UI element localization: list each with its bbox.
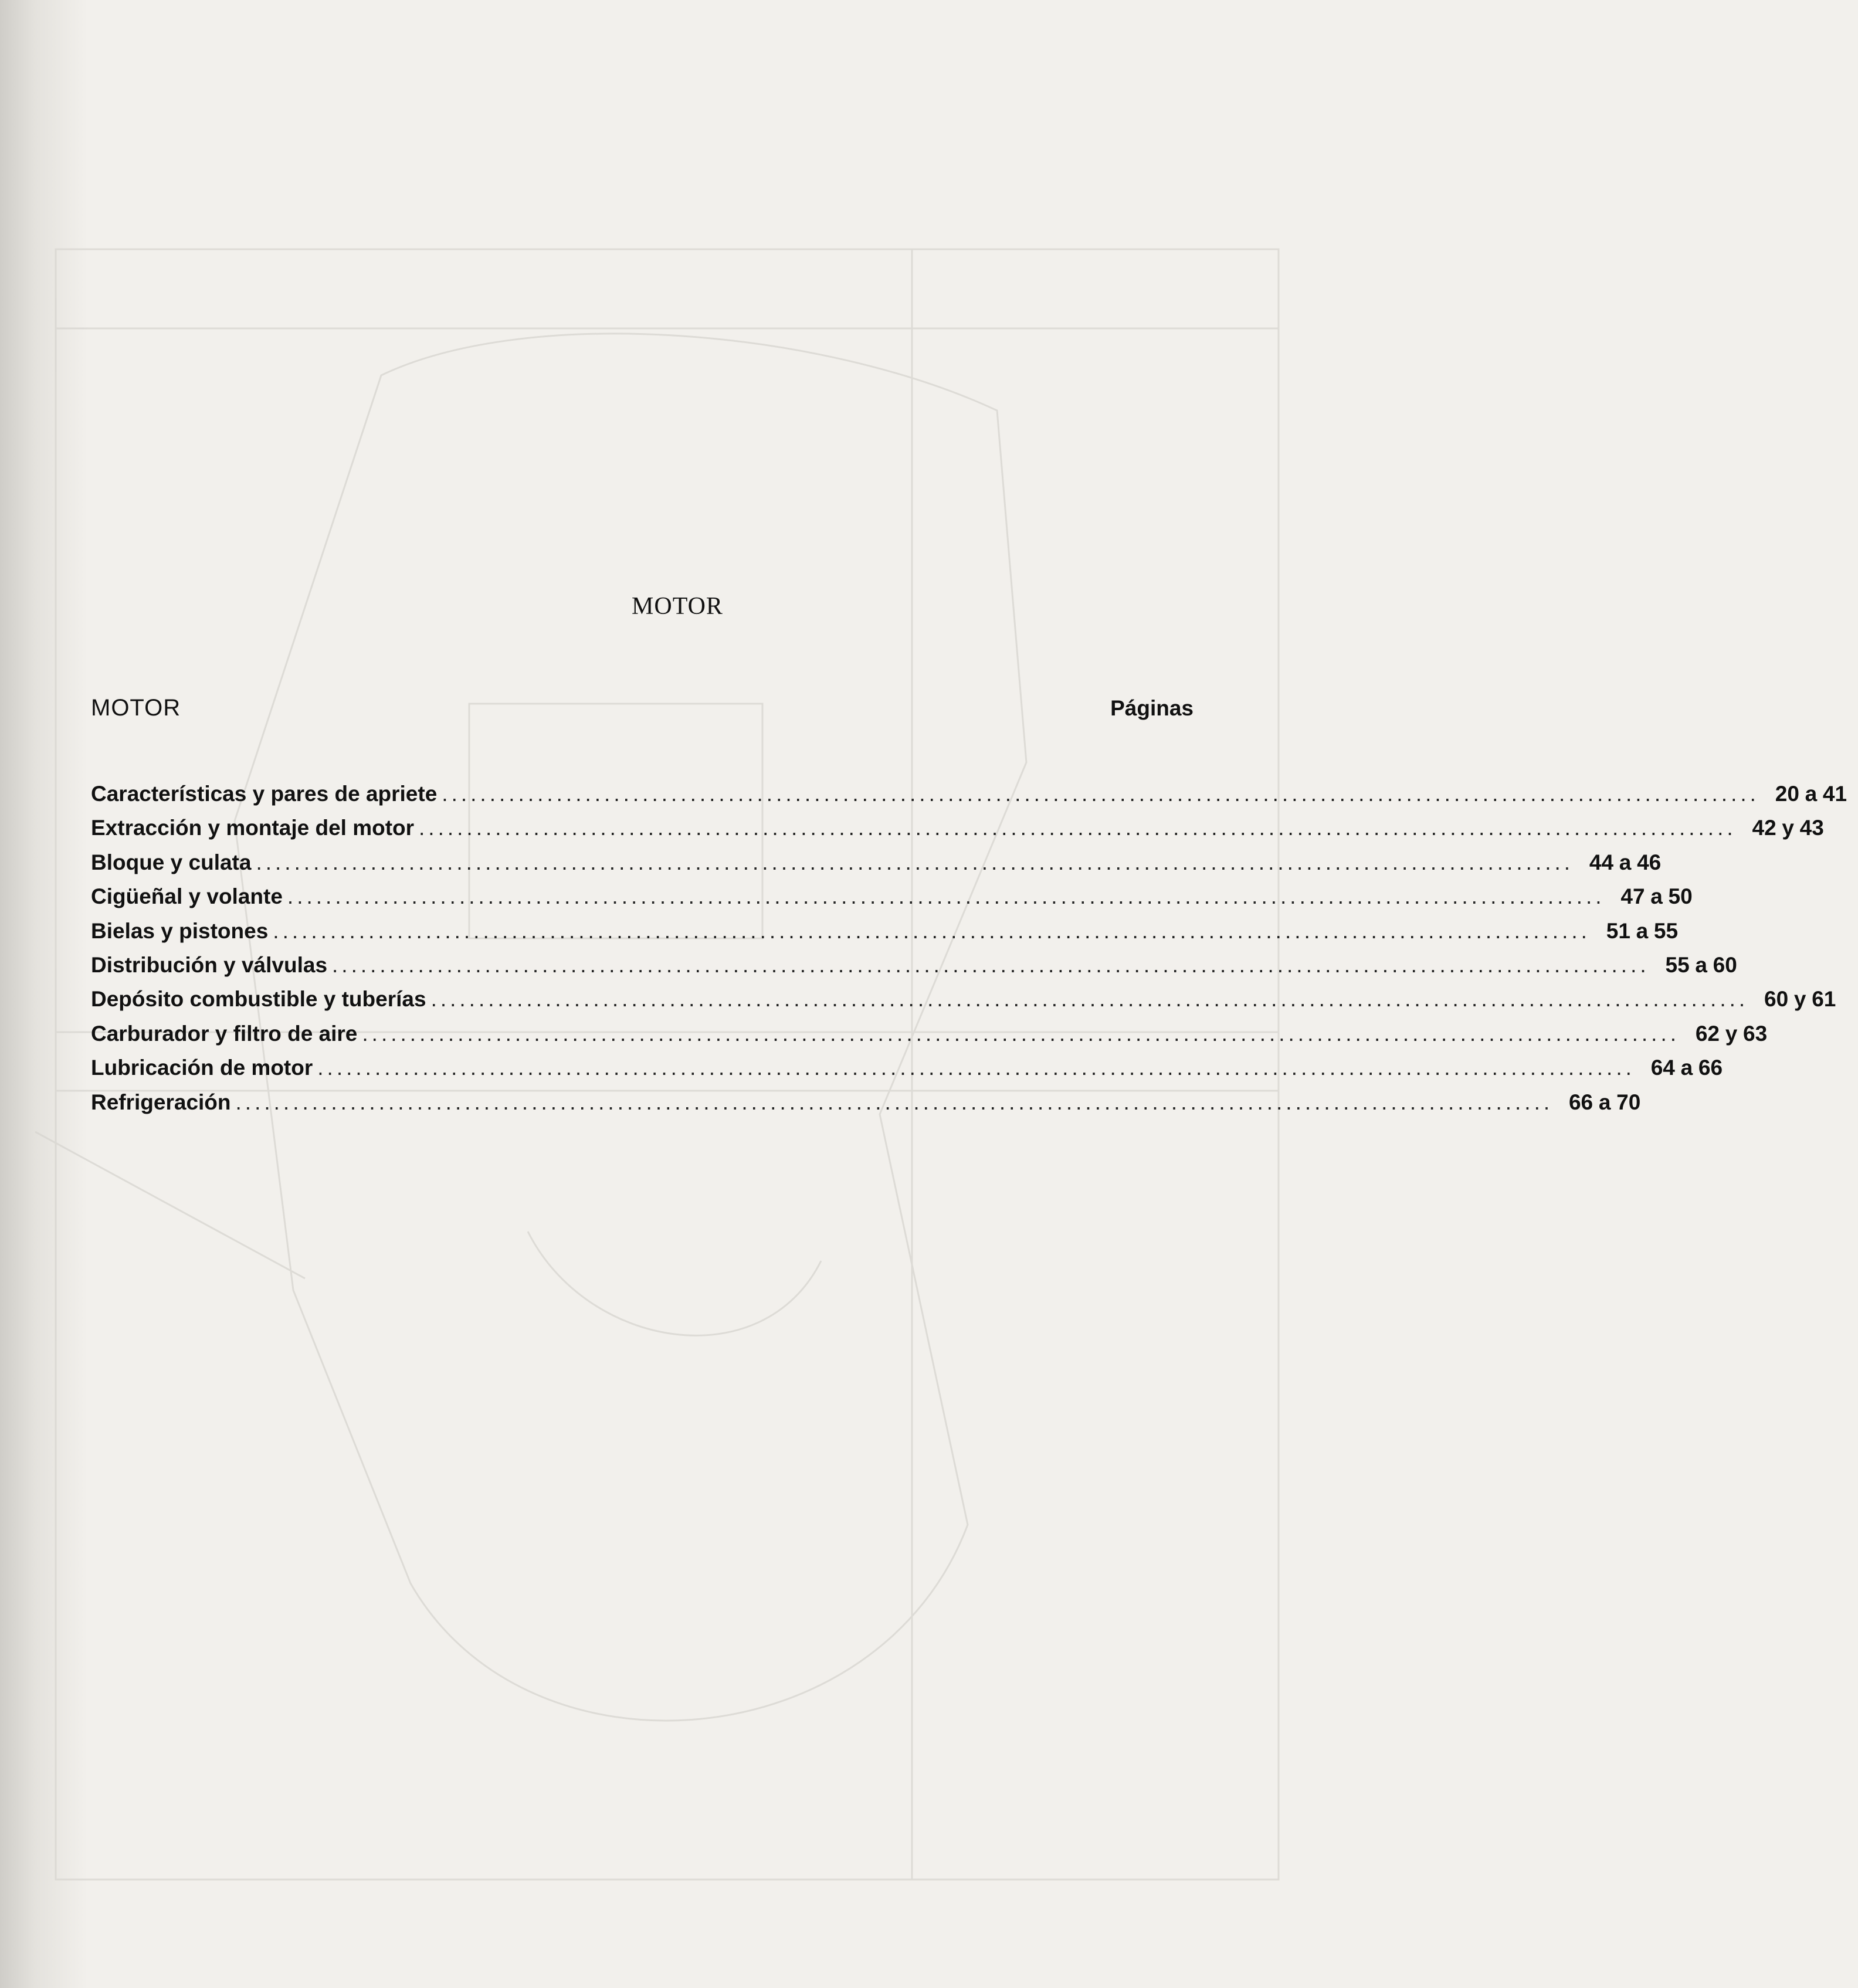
page-sep: y xyxy=(1782,816,1794,840)
toc-entry[interactable] xyxy=(91,1056,1723,1090)
page-from: 64 xyxy=(1650,1056,1675,1080)
toc-entry-pages xyxy=(1578,850,1672,875)
pages-column-label: Páginas xyxy=(1110,696,1194,720)
toc-entry-title: Bielas y pistones xyxy=(91,918,269,943)
page-sep: a xyxy=(1680,1056,1693,1080)
page-to: 50 xyxy=(1668,884,1693,909)
toc-entry[interactable] xyxy=(91,987,1836,1021)
page-sep: y xyxy=(1793,987,1806,1012)
page-from: 51 xyxy=(1606,918,1630,943)
page-sep: a xyxy=(1619,850,1632,874)
toc-entry-title: Lubricación de motor xyxy=(91,1056,313,1080)
toc-entry-title: Extracción y montaje del motor xyxy=(91,816,415,840)
page-to: 55 xyxy=(1653,918,1679,943)
page-from: 47 xyxy=(1620,884,1645,909)
toc-entry[interactable] xyxy=(91,884,1693,918)
toc-entry-title: Distribución y válvulas xyxy=(91,952,328,977)
section-label: MOTOR xyxy=(91,695,181,721)
toc-entry-title: Bloque y culata xyxy=(91,850,252,874)
leader-dots: .......................................................................................................................................... xyxy=(235,1090,1554,1114)
page-from: 62 xyxy=(1695,1021,1720,1046)
toc-entry-pages xyxy=(1640,1056,1734,1080)
page-to: 66 xyxy=(1698,1056,1723,1080)
leader-dots: .......................................................................................................................................... xyxy=(362,1021,1680,1046)
toc-entry-pages xyxy=(1753,987,1847,1012)
page-to: 60 xyxy=(1713,952,1737,977)
leader-dots: .......................................................................................................................................... xyxy=(332,952,1650,977)
page-to: 63 xyxy=(1743,1021,1768,1046)
toc-entry[interactable] xyxy=(91,918,1679,953)
page-to: 61 xyxy=(1812,987,1836,1012)
page-from: 60 xyxy=(1764,987,1789,1012)
page-from: 55 xyxy=(1665,952,1690,977)
toc-entry[interactable] xyxy=(91,1021,1768,1056)
page-from: 42 xyxy=(1752,816,1776,840)
page-from: 20 xyxy=(1775,782,1799,806)
toc-entry-pages xyxy=(1654,953,1748,978)
page-from: 44 xyxy=(1589,850,1614,874)
page-from: 66 xyxy=(1568,1090,1593,1114)
table-of-contents xyxy=(91,695,1847,1124)
page-edge-shadow xyxy=(0,0,88,1988)
toc-entry[interactable] xyxy=(91,816,1824,850)
page-to: 46 xyxy=(1637,850,1662,874)
leader-dots: .......................................................................................................................................... xyxy=(256,850,1574,874)
page-title: MOTOR xyxy=(632,593,723,620)
page-sep: y xyxy=(1725,1021,1738,1046)
toc-entry-pages xyxy=(1558,1090,1652,1115)
leader-dots: .......................................................................................................................................... xyxy=(442,782,1759,806)
leader-dots: .......................................................................................................................................... xyxy=(273,918,1591,943)
toc-entry[interactable] xyxy=(91,1090,1641,1124)
toc-entry-pages xyxy=(1684,1022,1778,1046)
toc-entry-title: Depósito combustible y tuberías xyxy=(91,987,426,1012)
toc-entry-pages xyxy=(1610,884,1704,909)
toc-entry-pages xyxy=(1595,919,1689,944)
leader-dots: .......................................................................................................................................... xyxy=(430,987,1749,1012)
leader-dots: .......................................................................................................................................... xyxy=(287,884,1605,909)
toc-entry[interactable] xyxy=(91,782,1847,816)
toc-entry-pages xyxy=(1741,816,1835,840)
toc-entry-title: Cigüeñal y volante xyxy=(91,884,283,909)
page-sep: a xyxy=(1650,884,1663,909)
toc-entry-title: Carburador y filtro de aire xyxy=(91,1021,358,1046)
page-to: 41 xyxy=(1822,782,1847,806)
toc-header xyxy=(91,695,1194,730)
page-sep: a xyxy=(1695,952,1707,977)
toc-entry-title: Características y pares de apriete xyxy=(91,782,438,806)
toc-entry[interactable] xyxy=(91,952,1737,987)
page-sep: a xyxy=(1636,918,1649,943)
page-sep: a xyxy=(1805,782,1818,806)
page-to: 70 xyxy=(1616,1090,1641,1114)
page-to: 43 xyxy=(1799,816,1824,840)
leader-dots: .......................................................................................................................................... xyxy=(317,1056,1635,1080)
toc-entry-title: Refrigeración xyxy=(91,1090,231,1114)
toc-entry[interactable] xyxy=(91,850,1662,884)
page-sep: a xyxy=(1598,1090,1611,1114)
toc-entry-pages xyxy=(1764,782,1858,806)
leader-dots: .......................................................................................................................................... xyxy=(419,816,1737,840)
